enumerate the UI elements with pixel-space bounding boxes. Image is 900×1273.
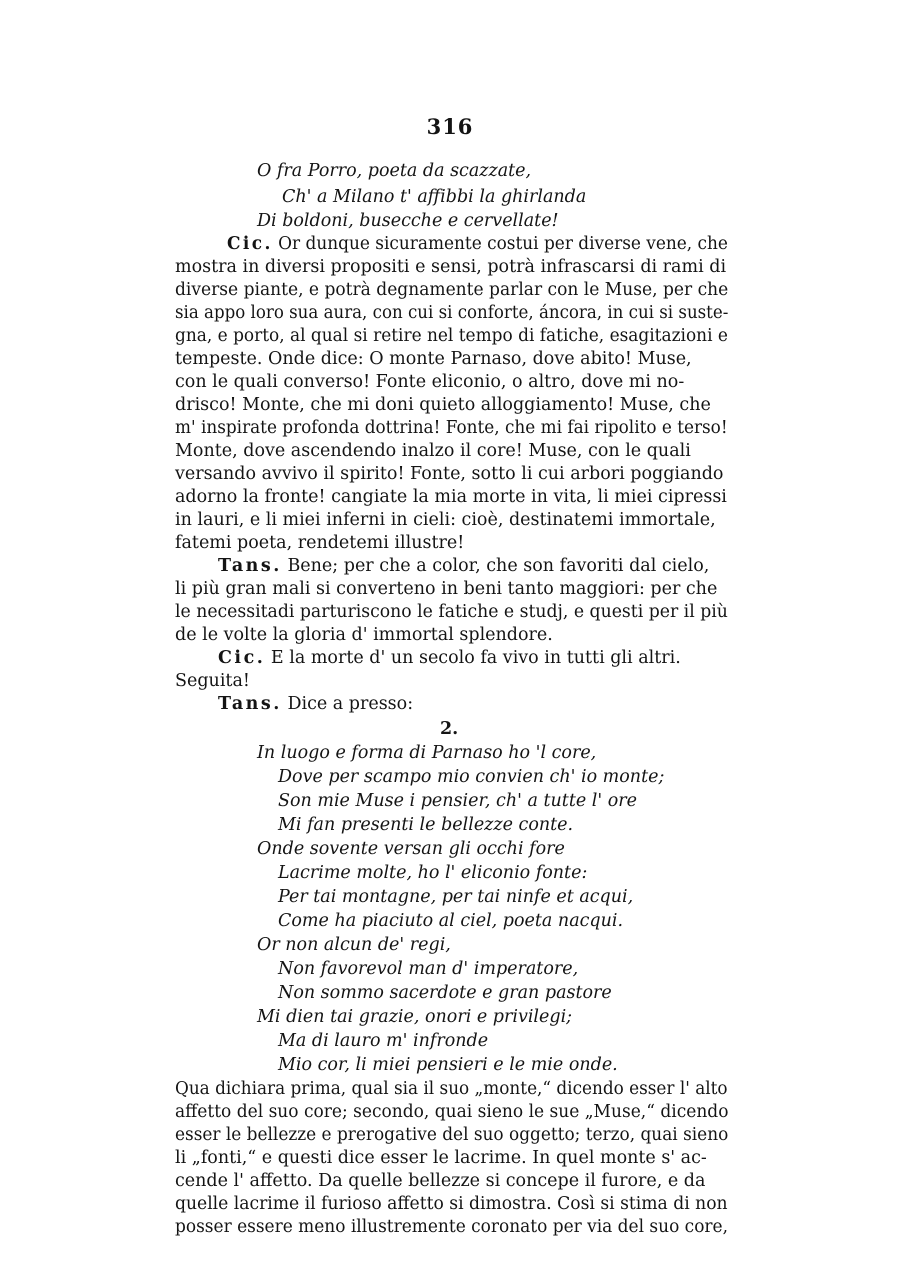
verse-line: Ch' a Milano t' affibbi la ghirlanda — [282, 187, 587, 207]
speaker-label: Tans. — [218, 556, 282, 576]
sonnet-line: Mi dien tai grazie, onori e privilegi; — [257, 1007, 573, 1027]
prose-line: Dice a presso: — [287, 694, 414, 714]
sonnet-line: Or non alcun de' regi, — [257, 935, 451, 955]
prose-line: E la morte d' un secolo fa vivo in tutti gli altri. — [270, 648, 681, 668]
prose-line: versando avvivo il spirito! Fonte, sotto li cui arbori poggiando — [175, 464, 724, 484]
prose-line: quelle lacrime il furioso affetto si dimostra. Così si stima di non — [175, 1194, 728, 1214]
sonnet-line: Onde sovente versan gli occhi fore — [257, 839, 565, 859]
prose-line: m' inspirate profonda dottrina! Fonte, che mi fai ripolito e terso! — [175, 418, 728, 438]
prose-line: affetto del suo core; secondo, quai sieno le sue „Muse,“ dicendo — [175, 1102, 729, 1122]
prose-line: li più gran mali si converteno in beni tanto maggiori: per che — [175, 579, 718, 599]
sonnet-line: Dove per scampo mio convien ch' io monte; — [278, 767, 665, 787]
sonnet-number: 2. — [440, 719, 459, 739]
prose-line: Monte, dove ascendendo inalzo il core! Muse, con le quali — [175, 441, 691, 461]
prose-line: in lauri, e li miei inferni in cieli: cioè, destinatemi immortale, — [175, 510, 716, 530]
sonnet-line: Ma di lauro m' infronde — [278, 1031, 489, 1051]
prose-line: mostra in diversi propositi e sensi, potrà infrascarsi di rami di — [175, 257, 727, 277]
speaker-label: Cic. — [227, 234, 273, 254]
sonnet-line: Lacrime molte, ho l' eliconio fonte: — [278, 863, 588, 883]
prose-line: gna, e porto, al qual si retire nel tempo di fatiche, esagitazioni e — [175, 326, 728, 346]
sonnet-line: Mi fan presenti le bellezze conte. — [278, 815, 574, 835]
prose-line: li „fonti,“ e questi dice esser le lacrime. In quel monte s' ac- — [175, 1148, 707, 1168]
sonnet-line: Come ha piaciuto al ciel, poeta nacqui. — [278, 911, 624, 931]
page-number: 316 — [426, 114, 474, 139]
prose-line: de le volte la gloria d' immortal splendore. — [175, 625, 553, 645]
prose-line: con le quali converso! Fonte eliconio, o altro, dove mi no- — [175, 372, 685, 392]
prose-line: esser le bellezze e prerogative del suo oggetto; terzo, quai sieno — [175, 1125, 729, 1145]
sonnet-line: Non favorevol man d' imperatore, — [278, 959, 579, 979]
prose-line: cende l' affetto. Da quelle bellezze si concepe il furore, e da — [175, 1171, 706, 1191]
sonnet-line: Non sommo sacerdote e gran pastore — [278, 983, 612, 1003]
sonnet-line: In luogo e forma di Parnaso ho 'l core, — [257, 743, 597, 763]
prose-line: Qua dichiara prima, qual sia il suo „monte,“ dicendo esser l' alto — [175, 1079, 728, 1099]
speaker-label: Cic. — [218, 648, 266, 668]
prose-line: adorno la fronte! cangiate la mia morte in vita, li miei cipressi — [175, 487, 727, 507]
prose-line: fatemi poeta, rendetemi illustre! — [175, 533, 465, 553]
prose-line: diverse piante, e potrà degnamente parlar con le Muse, per che — [175, 280, 729, 300]
verse-line: O fra Porro, poeta da scazzate, — [257, 161, 532, 181]
verse-line: Di boldoni, busecche e cervellate! — [257, 211, 559, 231]
prose-line: drisco! Monte, che mi doni quieto alloggiamento! Muse, che — [175, 395, 711, 415]
prose-line: Seguita! — [175, 671, 250, 691]
sonnet-line: Per tai montagne, per tai ninfe et acqui, — [278, 887, 634, 907]
sonnet-line: Mio cor, li miei pensieri e le mie onde. — [278, 1055, 618, 1075]
prose-line: posser essere meno illustremente coronato per via del suo core, — [175, 1217, 728, 1237]
prose-line: sia appo loro sua aura, con cui si conforte, áncora, in cui si suste- — [175, 303, 729, 323]
prose-line: tempeste. Onde dice: O monte Parnaso, dove abito! Muse, — [175, 349, 692, 369]
speaker-label: Tans. — [218, 694, 282, 714]
prose-line: le necessitadi parturiscono le fatiche e studj, e questi per il più — [175, 602, 728, 622]
prose-line: Or dunque sicuramente costui per diverse vene, che — [278, 234, 728, 254]
sonnet-line: Son mie Muse i pensier, ch' a tutte l' ore — [278, 791, 638, 811]
prose-line: Bene; per che a color, che son favoriti dal cielo, — [287, 556, 710, 576]
